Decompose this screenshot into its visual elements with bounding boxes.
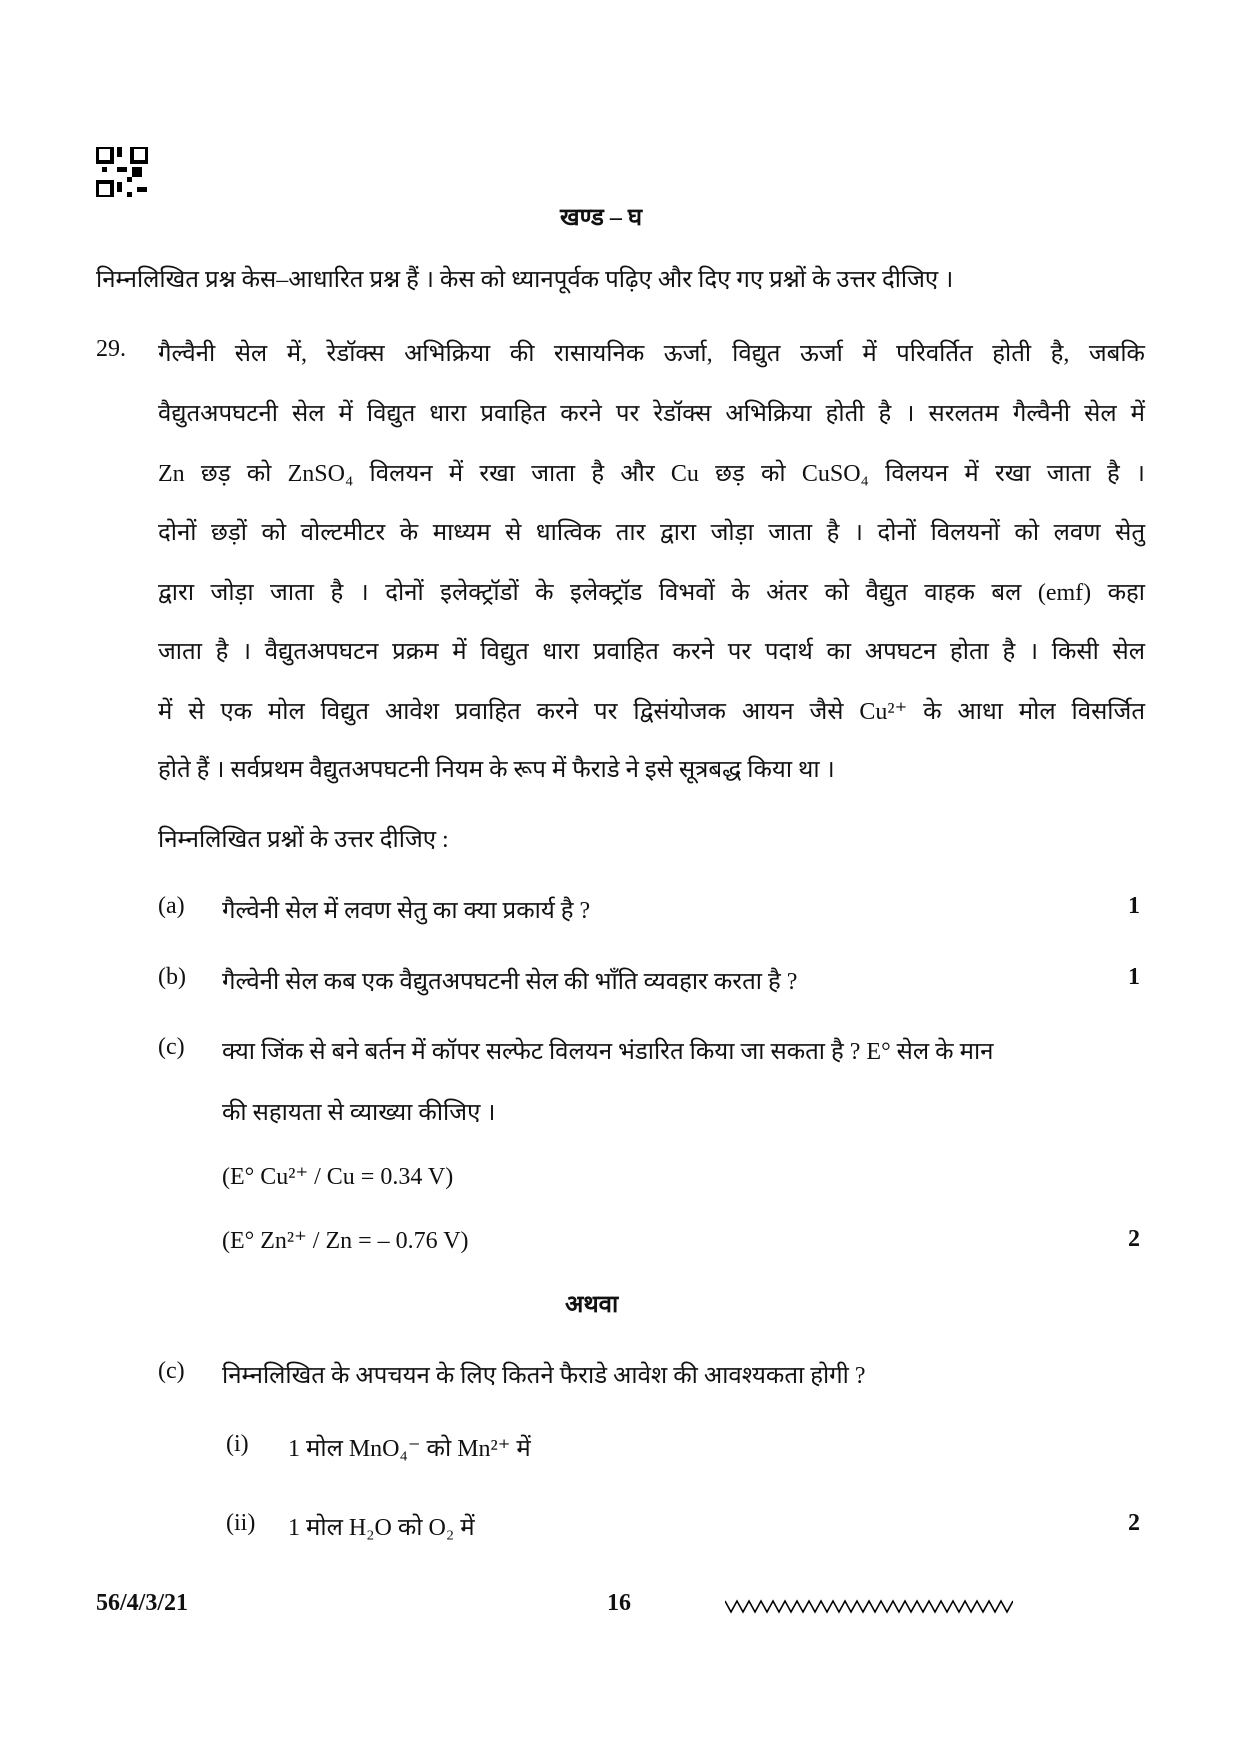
question-number: 29. [96, 336, 126, 362]
case-line: गैल्वैनी सेल में, रेडॉक्स अभिक्रिया की रासायनिक ऊर्जा, विद्युत ऊर्जा में परिवर्तित होती है, जबकि [158, 341, 1145, 367]
subpart-text: 1 मोल H₂O को O₂ में [288, 1515, 475, 1541]
subpart-label: (ii) [226, 1510, 256, 1536]
case-line: होते हैं । सर्वप्रथम वैद्युतअपघटनी नियम के रूप में फैराडे ने इसे सूत्रबद्ध किया था । [158, 757, 835, 783]
or-label: अथवा [565, 1292, 619, 1318]
case-line: Zn छड़ को ZnSO₄ विलयन में रखा जाता है और Cu छड़ को CuSO₄ विलयन में रखा जाता है । [158, 461, 1145, 487]
part-marks: 1 [1128, 893, 1140, 919]
part-marks: 2 [1128, 1226, 1140, 1252]
part-label: (c) [158, 1034, 185, 1060]
subpart-label: (i) [226, 1431, 249, 1457]
paper-code: 56/4/3/21 [96, 1590, 189, 1616]
case-line: में से एक मोल विद्युत आवेश प्रवाहित करने पर द्विसंयोजक आयन जैसे Cu²⁺ के आधा मोल विसर्जित [158, 699, 1145, 725]
part-label: (a) [158, 893, 185, 919]
part-text: गैल्वेनी सेल में लवण सेतु का क्या प्रकार्य है ? [222, 898, 591, 924]
part-text: गैल्वेनी सेल कब एक वैद्युतअपघटनी सेल की भाँति व्यवहार करता है ? [222, 969, 798, 995]
qr-code-icon [96, 147, 148, 197]
electrode-potential: (E° Cu²⁺ / Cu = 0.34 V) [222, 1164, 454, 1190]
part-text: निम्नलिखित के अपचयन के लिए कितने फैराडे आवेश की आवश्यकता होगी ? [222, 1363, 866, 1389]
case-line: दोनों छड़ों को वोल्टमीटर के माध्यम से धात्विक तार द्वारा जोड़ा जाता है । दोनों विलयनों को लवण सेतु [158, 520, 1145, 546]
zigzag-decoration-icon [725, 1598, 1013, 1614]
case-line: वैद्युतअपघटनी सेल में विद्युत धारा प्रवाहित करने पर रेडॉक्स अभिक्रिया होती है । सरलतम गैल्वैनी सेल में [158, 401, 1145, 427]
case-line: जाता है । वैद्युतअपघटन प्रक्रम में विद्युत धारा प्रवाहित करने पर पदार्थ का अपघटन होता है । किसी सेल [158, 639, 1145, 665]
part-text: क्या जिंक से बने बर्तन में कॉपर सल्फेट विलयन भंडारित किया जा सकता है ? E° सेल के मान [222, 1039, 994, 1065]
questions-prompt: निम्नलिखित प्रश्नों के उत्तर दीजिए : [158, 827, 449, 853]
part-label: (c) [158, 1358, 185, 1384]
electrode-potential: (E° Zn²⁺ / Zn = – 0.76 V) [222, 1228, 469, 1254]
part-text: की सहायता से व्याख्या कीजिए । [222, 1100, 496, 1126]
section-heading: खण्ड – घ [560, 205, 643, 231]
subpart-text: 1 मोल MnO₄⁻ को Mn²⁺ में [288, 1436, 531, 1462]
instruction: निम्नलिखित प्रश्न केस–आधारित प्रश्न हैं । केस को ध्यानपूर्वक पढ़िए और दिए गए प्रश्नों के उत्तर दीजिए । [96, 267, 954, 293]
part-marks: 2 [1128, 1510, 1140, 1536]
case-line: द्वारा जोड़ा जाता है । दोनों इलेक्ट्रॉडों के इलेक्ट्रॉड विभवों के अंतर को वैद्युत वाहक बल (emf) कहा [158, 580, 1145, 606]
part-marks: 1 [1128, 964, 1140, 990]
page-number: 16 [607, 1590, 631, 1616]
part-label: (b) [158, 964, 186, 990]
